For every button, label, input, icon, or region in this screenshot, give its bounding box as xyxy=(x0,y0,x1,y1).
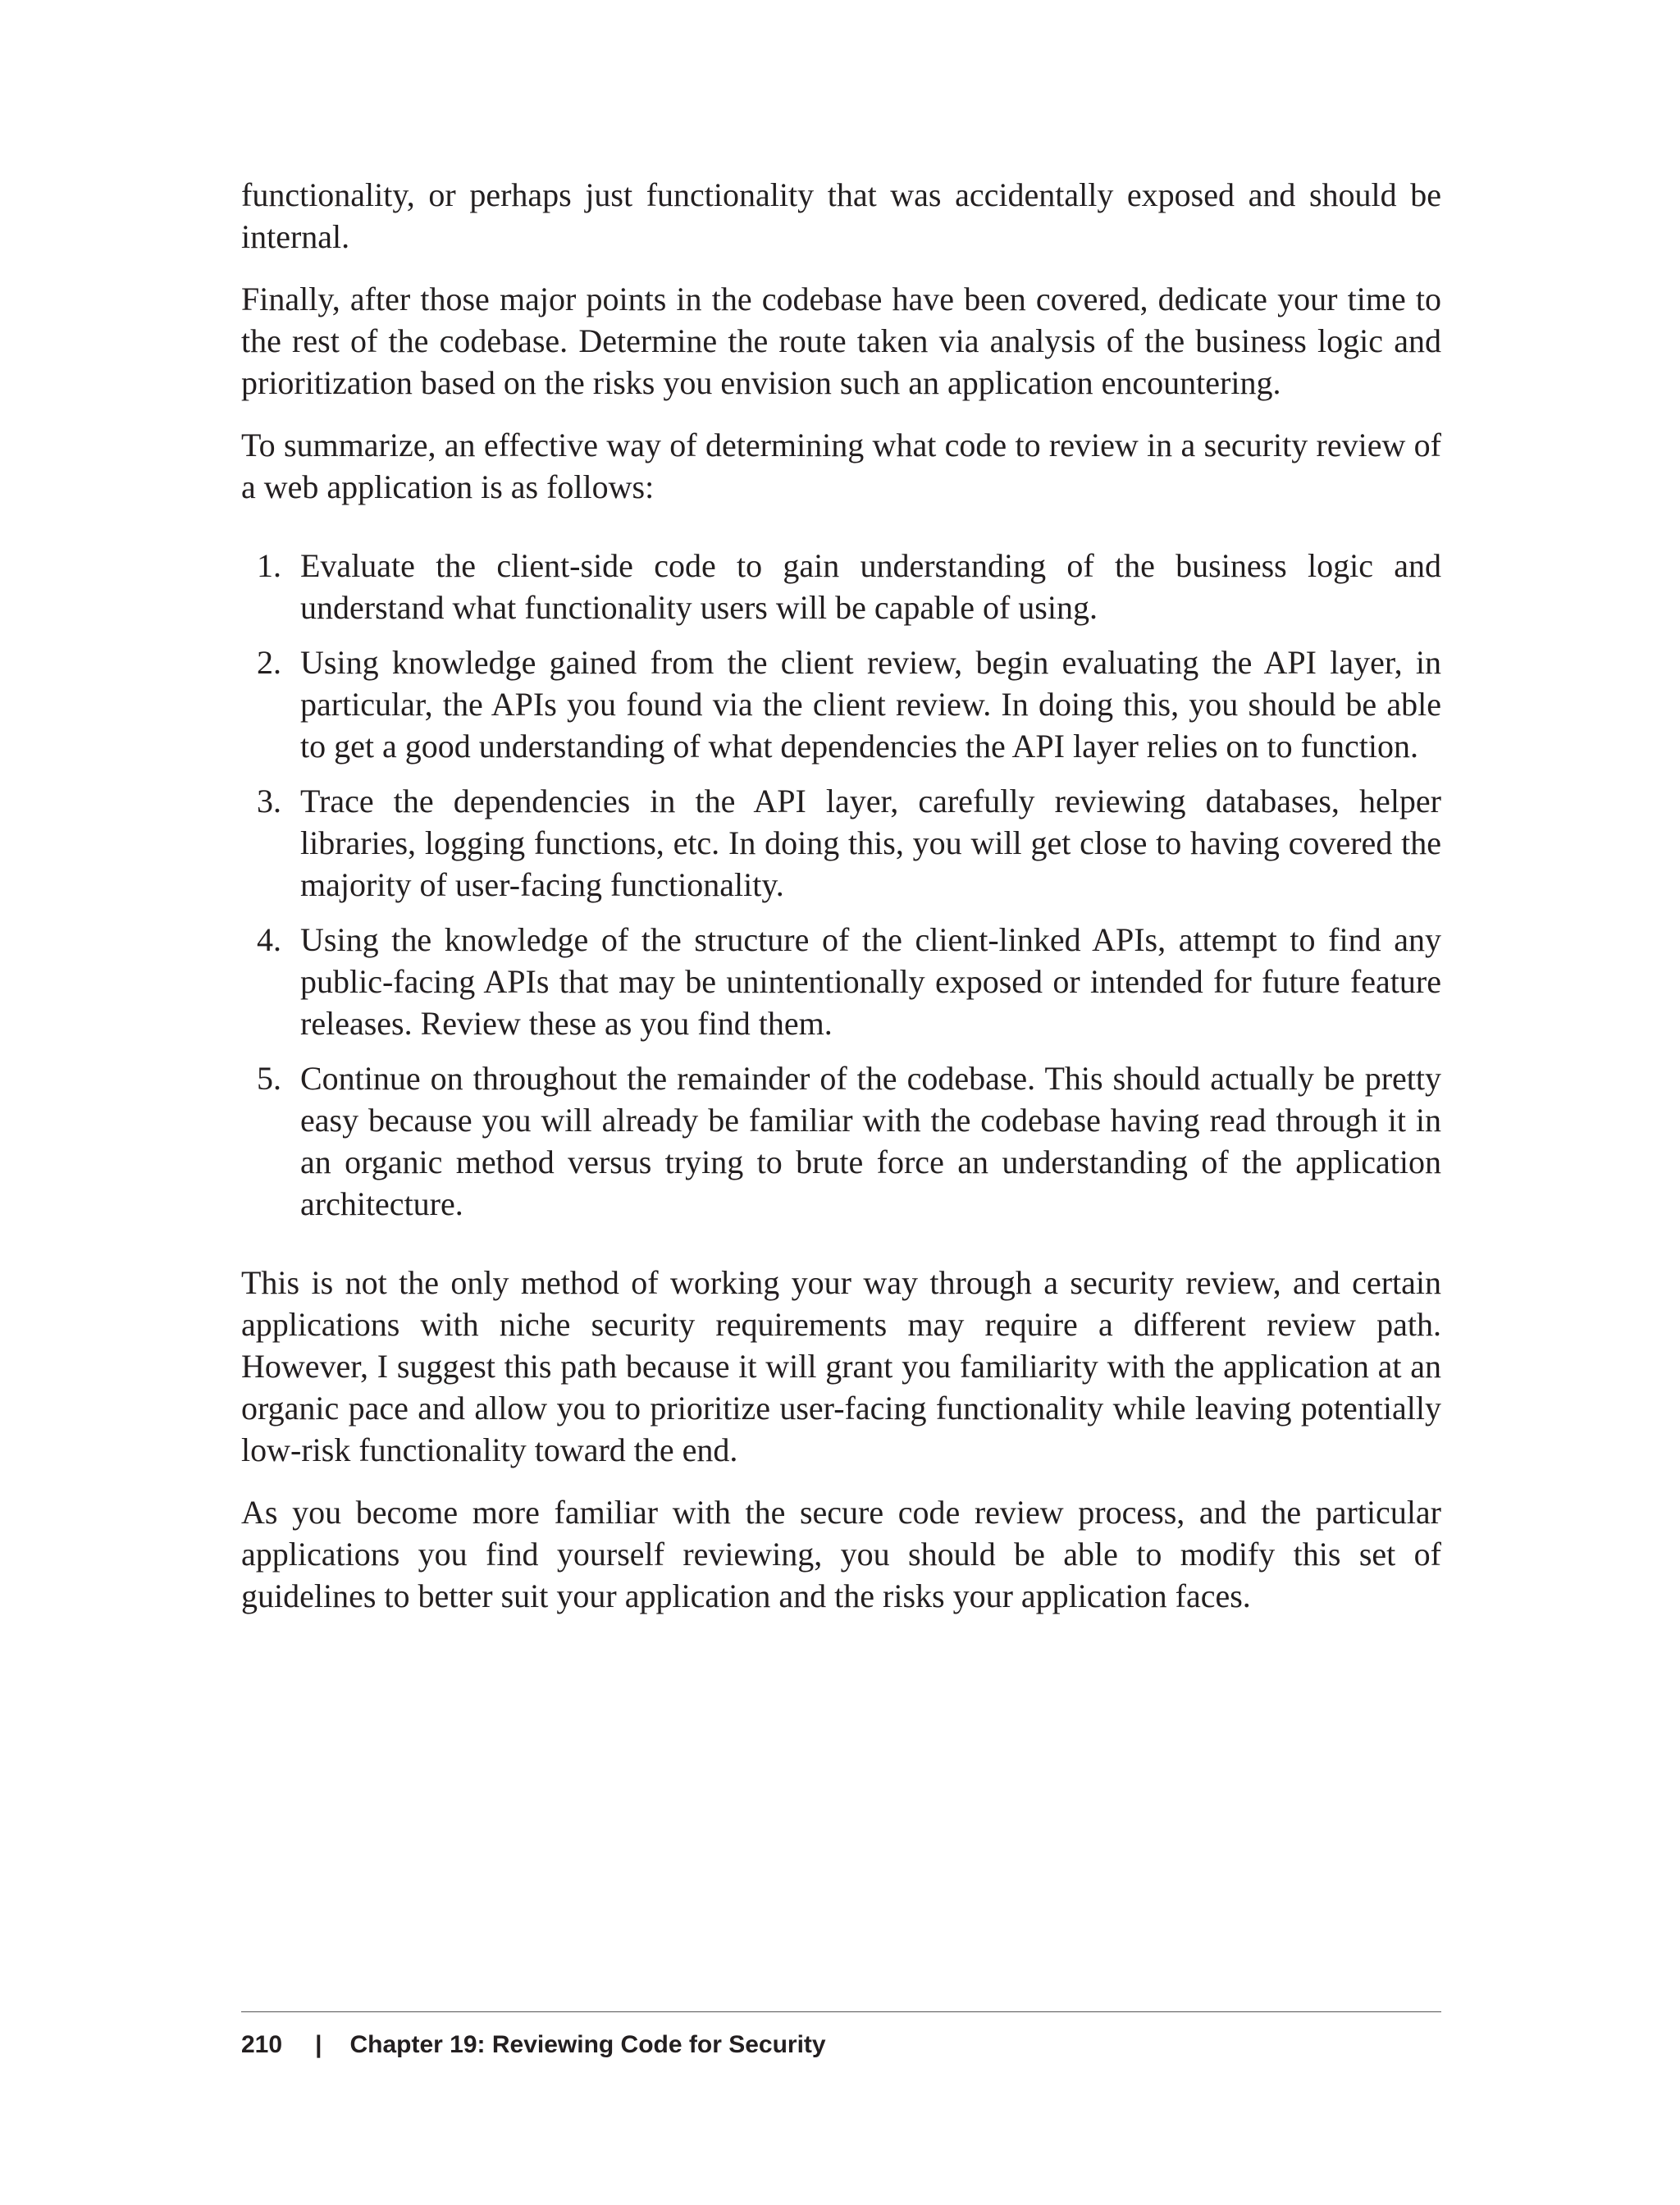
list-item-text: Using the knowledge of the structure of the client-linked APIs, attempt to find any public-facing APIs that may be unintentionally exposed or intended for future feature releases. Review these as you find them. xyxy=(300,921,1441,1042)
list-item-text: Evaluate the client-side code to gain understanding of the business logic and understand what functionality users will be capable of using. xyxy=(300,547,1441,626)
list-item xyxy=(241,780,1441,906)
footer-separator: | xyxy=(315,2031,322,2058)
list-item-text: Trace the dependencies in the API layer, carefully reviewing databases, helper libraries, logging functions, etc. In doing this, you will get close to having covered the majority of user-facing functionality. xyxy=(300,783,1441,903)
list-item xyxy=(241,1057,1441,1225)
list-item-number: 4. xyxy=(257,921,281,958)
paragraph-summary-intro: To summarize, an effective way of determining what code to review in a security review of a web application is as follows: xyxy=(241,427,1441,505)
paragraph-not-only-method: This is not the only method of working your way through a security review, and certain applications with niche security requirements may require a different review path. However, I suggest this path because it will grant you familiarity with the application at an organic pace and allow you to prioritize user-facing functionality while leaving potentially low-risk functionality toward the end. xyxy=(241,1264,1441,1468)
page-number: 210 xyxy=(241,2031,283,2058)
paragraph-finally: Finally, after those major points in the codebase have been covered, dedicate your time to the rest of the codebase. Determine the route taken via analysis of the business logic and prioritization based on the risks you envision such an application encountering. xyxy=(241,281,1441,401)
list-item-text: Using knowledge gained from the client review, begin evaluating the API layer, in particular, the APIs you found via the client review. In doing this, you should be able to get a good understanding of what dependencies the API layer relies on to function. xyxy=(300,644,1441,765)
list-item-number: 3. xyxy=(257,783,281,819)
list-item xyxy=(241,919,1441,1044)
page-body xyxy=(241,174,1441,1637)
chapter-title: Chapter 19: Reviewing Code for Security xyxy=(349,2031,826,2058)
list-item xyxy=(241,545,1441,628)
list-item xyxy=(241,641,1441,767)
paragraph-continuation: functionality, or perhaps just functionality that was accidentally exposed and should be internal. xyxy=(241,176,1441,255)
page-footer xyxy=(241,2011,1441,2061)
paragraph-closing: As you become more familiar with the secure code review process, and the particular applications you find yourself reviewing, you should be able to modify this set of guidelines to better suit your application and the risks your application faces. xyxy=(241,1494,1441,1614)
list-item-number: 5. xyxy=(257,1060,281,1097)
list-item-text: Continue on throughout the remainder of the codebase. This should actually be pretty easy because you will already be familiar with the codebase having read through it in an organic method versus trying to brute force an understanding of the application architecture. xyxy=(300,1060,1441,1222)
list-item-number: 2. xyxy=(257,644,281,681)
review-steps-list xyxy=(241,545,1441,1225)
list-item-number: 1. xyxy=(257,547,281,584)
